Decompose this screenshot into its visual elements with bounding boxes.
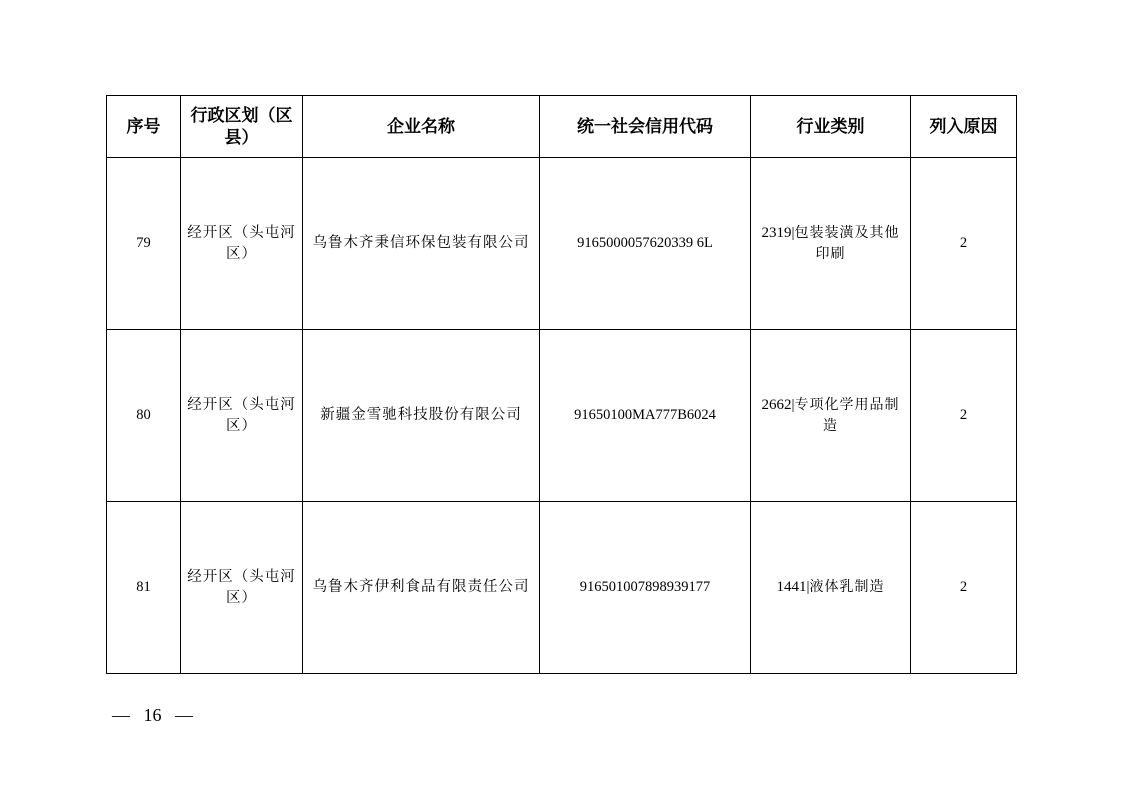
industry-code: 2319 [761, 224, 792, 241]
row-credit-code: 91650100MA777B6024 [540, 330, 751, 502]
row-credit-code: 916501007898939177 [540, 502, 751, 674]
page-footer [112, 705, 193, 726]
header-industry: 行业类别 [751, 96, 911, 158]
header-credit-code: 统一社会信用代码 [540, 96, 751, 158]
row-reason: 2 [911, 502, 1017, 674]
footer-dash-left: — [112, 705, 130, 725]
row-industry: 1441|液体乳制造 [751, 502, 911, 674]
row-district: 经开区（头屯河区） [181, 158, 303, 330]
row-index: 81 [107, 502, 181, 674]
industry-code: 2662 [761, 396, 792, 413]
table-row [107, 330, 1017, 502]
industry-name: 专项化学用品制造 [794, 396, 900, 434]
footer-dash-right: — [175, 705, 193, 725]
table-row [107, 158, 1017, 330]
row-industry: 2319|包装装潢及其他印刷 [751, 158, 911, 330]
enterprise-table [106, 95, 1017, 674]
row-company: 乌鲁木齐秉信环保包装有限公司 [303, 158, 540, 330]
row-index: 80 [107, 330, 181, 502]
header-index: 序号 [107, 96, 181, 158]
row-reason: 2 [911, 158, 1017, 330]
header-district: 行政区划（区县） [181, 96, 303, 158]
row-reason: 2 [911, 330, 1017, 502]
industry-name: 包装装潢及其他印刷 [794, 224, 900, 262]
industry-name: 液体乳制造 [809, 579, 885, 595]
row-industry: 2662|专项化学用品制造 [751, 330, 911, 502]
table-header-row [107, 96, 1017, 158]
industry-code: 1441 [776, 579, 807, 595]
row-company: 新疆金雪驰科技股份有限公司 [303, 330, 540, 502]
page-number: 16 [143, 705, 162, 725]
row-district: 经开区（头屯河区） [181, 330, 303, 502]
table-row [107, 502, 1017, 674]
row-company: 乌鲁木齐伊利食品有限责任公司 [303, 502, 540, 674]
header-reason: 列入原因 [911, 96, 1017, 158]
row-district: 经开区（头屯河区） [181, 502, 303, 674]
row-credit-code: 9165000057620339 6L [540, 158, 751, 330]
row-index: 79 [107, 158, 181, 330]
header-company: 企业名称 [303, 96, 540, 158]
